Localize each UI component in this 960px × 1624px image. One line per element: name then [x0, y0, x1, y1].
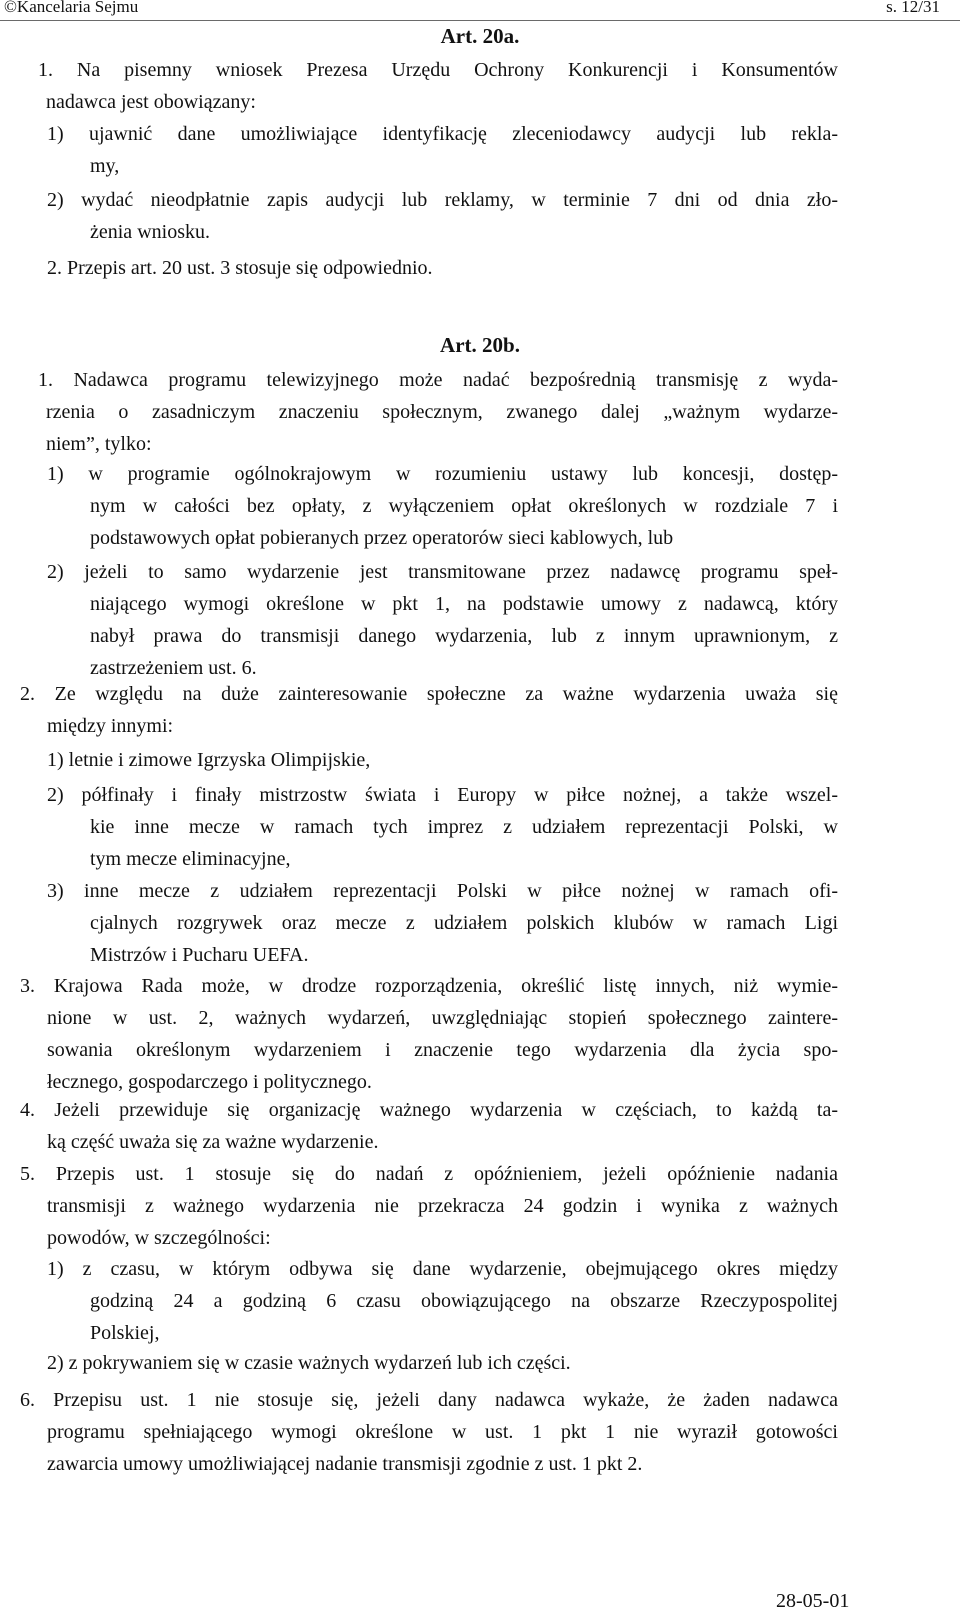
art20b-p2-item-3 — [47, 875, 838, 971]
text-line: 2) jeżeli to samo wydarzenie jest transmitowane przez nadawcę programu speł- — [47, 561, 838, 583]
art20a-item-1 — [47, 118, 838, 182]
text-line: nym w całości bez opłaty, z wyłączeniem opłat określonych w rozdziale 7 i — [90, 495, 838, 517]
art20b-paragraph-1 — [38, 364, 838, 460]
article-title-20a: Art. 20a. — [440, 24, 520, 48]
art20b-p2-item-2 — [47, 779, 838, 875]
text-line: kie inne mecze w ramach tych imprez z udziałem reprezentacji Polski, w — [90, 816, 838, 838]
text-line: ką część uważa się za ważne wydarzenie. — [47, 1131, 379, 1153]
text-line: zastrzeżeniem ust. 6. — [90, 657, 257, 679]
art20b-paragraph-3 — [20, 970, 838, 1098]
text-line: godziną 24 a godziną 6 czasu obowiązującego na obszarze Rzeczypospolitej — [90, 1290, 838, 1312]
art20b-paragraph-4 — [20, 1094, 838, 1158]
text-line: 2) półfinały i finały mistrzostw świata i Europy w piłce nożnej, a także wszel- — [47, 784, 838, 806]
text-line: nabył prawa do transmisji danego wydarzenia, lub z innym uprawnionym, z — [90, 625, 838, 647]
text-line: 3. Krajowa Rada może, w drodze rozporządzenia, określić listę innych, niż wymie- — [20, 975, 838, 997]
text-line: 3) inne mecze z udziałem reprezentacji Polski w piłce nożnej w ramach ofi- — [47, 880, 838, 902]
text-line: powodów, w szczególności: — [47, 1227, 271, 1249]
art20b-p1-item-2 — [47, 556, 838, 684]
art20a-paragraph-2 — [47, 252, 838, 284]
text-line: my, — [90, 155, 120, 177]
text-line: 2) z pokrywaniem się w czasie ważnych wydarzeń lub ich części. — [47, 1352, 571, 1374]
text-line: łecznego, gospodarczego i politycznego. — [47, 1071, 372, 1093]
art20a-paragraph-1 — [38, 54, 838, 118]
text-line: programu spełniającego wymogi określone w ust. 1 pkt 1 nie wyraził gotowości — [47, 1421, 838, 1443]
text-line: cjalnych rozgrywek oraz mecze z udziałem polskich klubów w ramach Ligi — [90, 912, 838, 934]
text-line: 1. Nadawca programu telewizyjnego może nadać bezpośrednią transmisję z wyda- — [38, 369, 838, 391]
text-line: zawarcia umowy umożliwiającej nadanie transmisji zgodnie z ust. 1 pkt 2. — [47, 1453, 643, 1475]
text-line: 2. Ze względu na duże zainteresowanie społeczne za ważne wydarzenia uważa się — [20, 683, 838, 705]
copyright-label: ©Kancelaria Sejmu — [4, 0, 139, 16]
text-line: 1) letnie i zimowe Igrzyska Olimpijskie, — [47, 749, 371, 771]
text-line: transmisji z ważnego wydarzenia nie przekracza 24 godzin i wynika z ważnych — [47, 1195, 838, 1217]
text-line: między innymi: — [47, 715, 174, 737]
art20b-paragraph-5 — [20, 1158, 838, 1254]
article-title-20b: Art. 20b. — [440, 333, 520, 357]
art20b-p5-item-1 — [47, 1253, 838, 1349]
art20b-p1-item-1 — [47, 458, 838, 554]
text-line: 1) ujawnić dane umożliwiające identyfikację zleceniodawcy audycji lub rekla- — [47, 123, 838, 145]
text-line: 5. Przepis ust. 1 stosuje się do nadań z opóźnieniem, jeżeli opóźnienie nadania — [20, 1163, 838, 1185]
text-line: 4. Jeżeli przewiduje się organizację ważnego wydarzenia w częściach, to każdą ta- — [20, 1099, 838, 1121]
footer-date: 28-05-01 — [776, 1590, 850, 1612]
page-header — [0, 0, 960, 21]
art20b-p2-item-1 — [47, 744, 838, 776]
page-number: s. 12/31 — [886, 0, 940, 16]
text-line: żenia wniosku. — [90, 221, 210, 243]
art20a-item-2 — [47, 184, 838, 248]
text-line: rzenia o zasadniczym znaczeniu społecznym, zwanego dalej „ważnym wydarze- — [46, 401, 838, 423]
text-line: podstawowych opłat pobieranych przez operatorów sieci kablowych, lub — [90, 527, 674, 549]
text-line: 1. Na pisemny wniosek Prezesa Urzędu Ochrony Konkurencji i Konsumentów — [38, 59, 838, 81]
art20b-paragraph-2 — [20, 678, 838, 742]
text-line: nione w ust. 2, ważnych wydarzeń, uwzględniając stopień społecznego zaintere- — [47, 1007, 838, 1029]
text-line: 1) w programie ogólnokrajowym w rozumieniu ustawy lub koncesji, dostęp- — [47, 463, 838, 485]
text-line: nadawca jest obowiązany: — [46, 91, 256, 113]
text-line: 1) z czasu, w którym odbywa się dane wydarzenie, obejmującego okres między — [47, 1258, 838, 1280]
text-line: niającego wymogi określone w pkt 1, na podstawie umowy z nadawcą, który — [90, 593, 838, 615]
art20b-p5-item-2 — [47, 1347, 838, 1379]
text-line: sowania określonym wydarzeniem i znaczenie tego wydarzenia dla życia spo- — [47, 1039, 838, 1061]
text-line: 2) wydać nieodpłatnie zapis audycji lub reklamy, w terminie 7 dni od dnia zło- — [47, 189, 838, 211]
text-line: Polskiej, — [90, 1322, 160, 1344]
art20b-paragraph-6 — [20, 1384, 838, 1480]
text-line: Mistrzów i Pucharu UEFA. — [90, 944, 309, 966]
text-line: 6. Przepisu ust. 1 nie stosuje się, jeżeli dany nadawca wykaże, że żaden nadawca — [20, 1389, 838, 1411]
text-line: 2. Przepis art. 20 ust. 3 stosuje się odpowiednio. — [47, 257, 433, 279]
text-line: niem”, tylko: — [46, 433, 152, 455]
text-line: tym mecze eliminacyjne, — [90, 848, 291, 870]
